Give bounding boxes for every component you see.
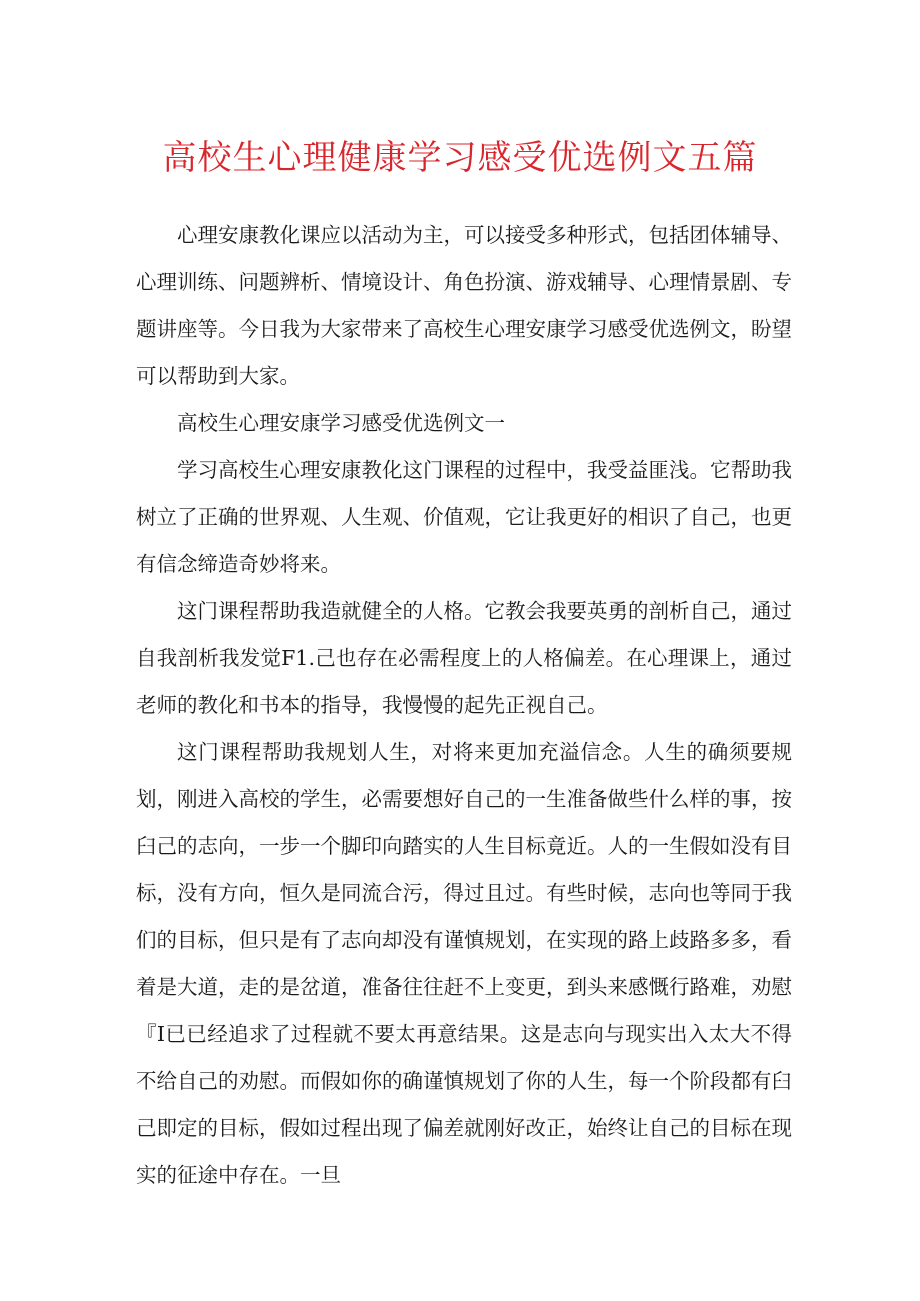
section-heading: 高校生心理安康学习感受优选例文一 [177,411,505,435]
document-title: 高校生心理健康学习感受优选例文五篇 [162,138,758,178]
intro-paragraph: 心理安康教化课应以活动为主，可以接受多种形式，包括团体辅导、心理训练、问题辨析、情境设计、角色扮演、游戏辅导、心理情景剧、专题讲座等。今日我为大家带来了高校生心理安康学习感受优选例文，盼望可以帮助到大家。 [136,223,792,388]
body-paragraph: 这门课程帮助我规划人生，对将来更加充溢信念。人生的确须要规划，刚进入高校的学生，必需要想好自己的一生准备做些什么样的事，按臼己的志向，一步一个脚印向踏实的人生目标竟近。人的一生假如没有目标，没有方向，恒久是同流合污，得过且过。有些时候，志向也等同于我们的目标，但只是有了志向却没有谨慎规划，在实现的路上歧路多多，看着是大道，走的是岔道，准备往往赶不上变更，到头来感慨行路难，劝慰『I已已经追求了过程就不要太再意结果。这是志向与现实出入太大不得不给自己的劝慰。而假如你的确谨慎规划了你的人生，每一个阶段都有臼己即定的目标，假如过程出现了偏差就刚好改正，始终让自己的目标在现实的征途中存在。一旦 [136,740,792,1187]
body-paragraph: 这门课程帮助我造就健全的人格。它教会我要英勇的剖析自己，通过自我剖析我发觉F1.己也存在必需程度上的人格偏差。在心理课上，通过老师的教化和书本的指导，我慢慢的起先正视自己。 [136,599,792,717]
document-body [136,212,792,1199]
body-paragraph: 学习高校生心理安康教化这门课程的过程中，我受益匪浅。它帮助我树立了正确的世界观、人生观、价值观，它让我更好的相识了自己，也更有信念缔造奇妙将来。 [136,458,792,576]
